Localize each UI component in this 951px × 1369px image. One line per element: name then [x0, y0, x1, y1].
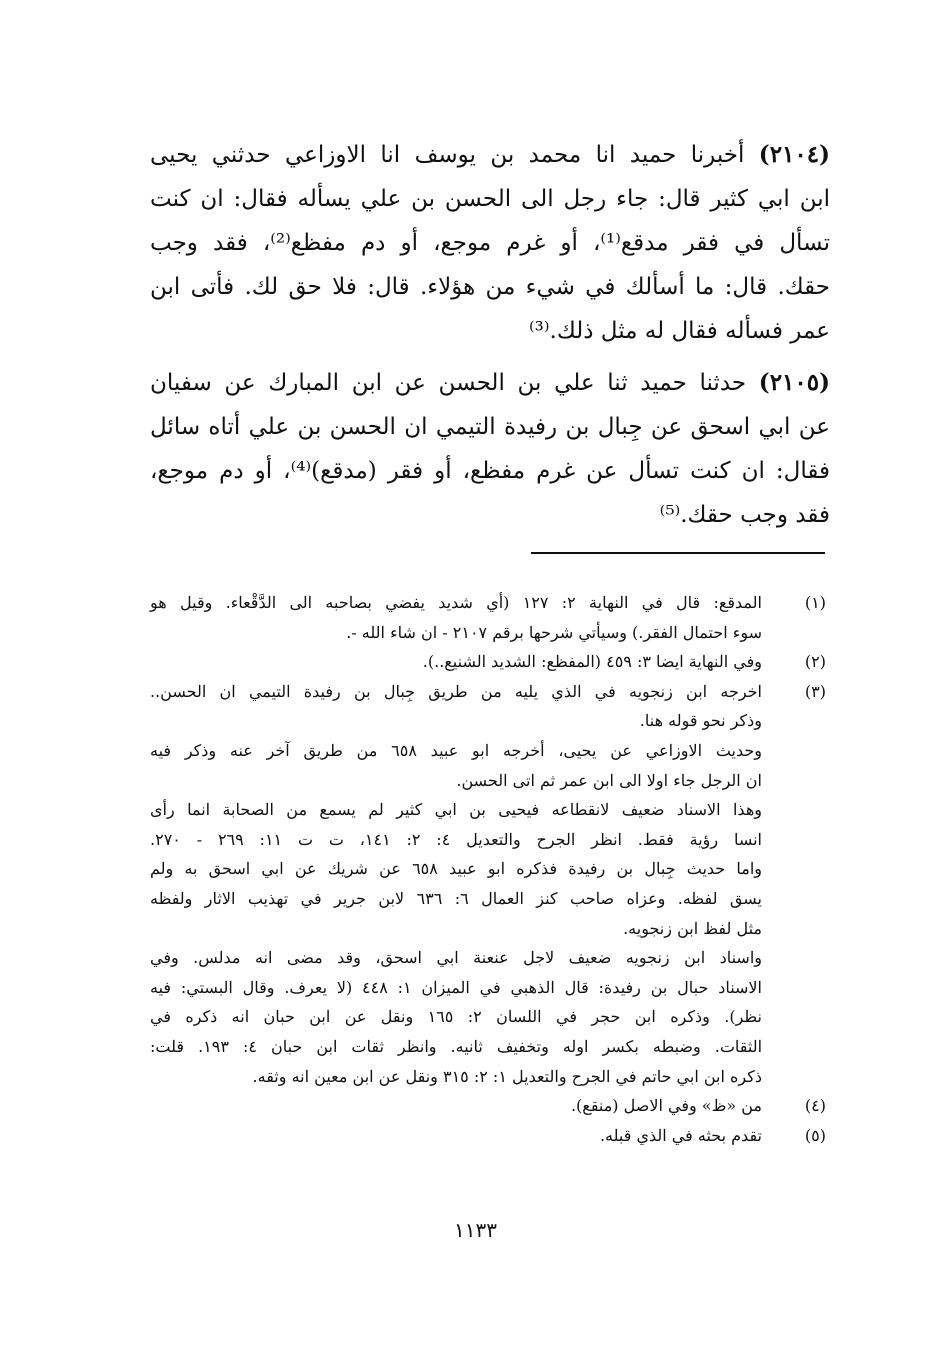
- footnote-5: [150, 1121, 830, 1151]
- hadith-text: حدثنا حميد ثنا علي بن الحسن عن ابن المبارك عن سفيان: [150, 370, 747, 396]
- footnote-1: [150, 588, 830, 647]
- footnote-divider: [531, 552, 825, 554]
- footnote-line: وفي النهاية ايضا ٣: ٤٥٩ (المفظع: الشديد الشنيع..).: [422, 652, 762, 672]
- hadith-line: عمر فسأله فقال له مثل ذلك.⁽³⁾: [529, 318, 830, 344]
- footnote-2: [150, 647, 830, 677]
- footnote-marker: (٥): [804, 1125, 826, 1145]
- footnote-marker: (١): [804, 593, 826, 612]
- footnote-line: الثقات. وضبطه بكسر اوله وتخفيف ثانيه. وانظر ثقات ابن حبان ٤: ١٩٣. قلت:: [150, 1036, 763, 1056]
- hadith-line: حقك. قال: ما أسألك في شيء من هؤلاء. قال: فلا حق لك. فأتى ابن: [150, 274, 830, 300]
- hadith-line: ابن ابي كثير قال: جاء رجل الى الحسن بن علي يسأله فقال: ان كنت: [150, 186, 830, 212]
- hadith-line: فقال: ان كنت تسأل عن غرم مفظع، أو فقر (مدقع)⁽⁴⁾، أو دم موجع،: [150, 458, 830, 484]
- footnote-marker: (٣): [804, 681, 826, 701]
- hadith-2105: [150, 361, 830, 537]
- hadith-line: [150, 361, 830, 405]
- hadith-line: عن ابي اسحق عن جِبال بن رفيدة التيمي ان الحسن بن علي أتاه سائل: [150, 414, 830, 440]
- hadith-line: فقد وجب حقك.⁽⁵⁾: [659, 502, 830, 528]
- footnote-line: اخرجه ابن زنجويه في الذي يليه من طريق جِبال بن رفيدة التيمي ان الحسن..: [150, 681, 762, 701]
- footnote-line: الاسناد حبال بن رفيدة: قال الذهبي في الميزان ١: ٤٤٨ (لا يعرف. وقال البستي: فيه: [150, 977, 762, 997]
- footnote-marker: (٢): [804, 652, 826, 672]
- footnote-line: يسق لفظه. وعزاه صاحب كنز العمال ٦: ٦٣٦ لابن جرير في تهذيب الاثار ولفظه: [150, 888, 762, 908]
- footnote-line: وذكر نحو قوله هنا.: [639, 711, 762, 731]
- page-number: ١١٣٣: [454, 1218, 497, 1242]
- hadith-line: [150, 133, 830, 177]
- footnote-line: تقدم بحثه في الذي قبله.: [599, 1125, 762, 1145]
- footnote-line: وهذا الاسناد ضعيف لانقطاعه فيحيى بن ابي كثير لم يسمع من الصحابة انما رأى: [150, 800, 762, 820]
- footnote-line: المدقع: قال في النهاية ٢: ١٢٧ (أي شديد يفضي بصاحبه الى الدَّقْعاء. وقيل هو: [150, 593, 762, 612]
- footnotes: [150, 588, 830, 1150]
- footnote-3: [150, 677, 830, 1091]
- footnote-line: واما حديث جِبال بن رفيدة فذكره ابو عبيد ٦٥٨ عن شريك عن ابي اسحق به ولم: [150, 859, 763, 879]
- footnote-marker: (٤): [804, 1096, 826, 1116]
- footnote-line: ذكره ابن ابي حاتم في الجرح والتعديل ١: ٢: ٣١٥ ونقل عن ابن معين انه وثقه.: [252, 1066, 762, 1086]
- footnote-line: ان الرجل جاء اولا الى ابن عمر ثم اتى الحسن.: [456, 770, 762, 790]
- hadith-2104: [150, 133, 830, 353]
- hadith-number: (٢١٠٥): [758, 369, 830, 396]
- footnote-line: وحديث الاوزاعي عن يحيى، أخرجه ابو عبيد ٦٥٨ من طريق آخر عنه وذكر فيه: [150, 740, 763, 760]
- footnote-line: من «ظ» وفي الاصل (منقع).: [570, 1096, 762, 1116]
- footnote-4: [150, 1091, 830, 1121]
- footnote-line: سوء احتمال الفقر.) وسيأتي شرحها برقم ٢١٠٧ - ان شاء الله -.: [346, 622, 762, 642]
- footnote-line: واسناد ابن زنجويه ضعيف لاجل عنعنة ابي اسحق، وقد مضى انه مدلس. وفي: [150, 948, 762, 968]
- hadith-line: تسأل في فقر مدقع⁽¹⁾، أو غرم موجع، أو دم مفظع⁽²⁾، فقد وجب: [150, 230, 830, 256]
- hadith-number: (٢١٠٤): [758, 141, 830, 168]
- footnote-line: انسا رؤية فقط. انظر الجرح والتعديل ٤: ٢: ١٤١، ت ت ١١: ٢٦٩ - ٢٧٠.: [150, 829, 763, 849]
- hadith-text: أخبرنا حميد انا محمد بن يوسف انا الاوزاعي حدثني يحيى: [150, 142, 745, 168]
- footnote-line: نظر). وذكره ابن حجر في اللسان ٢: ١٦٥ ونقل عن ابن حبان انه ذكره في: [150, 1007, 762, 1027]
- footnote-line: مثل لفظ ابن زنجويه.: [623, 918, 762, 938]
